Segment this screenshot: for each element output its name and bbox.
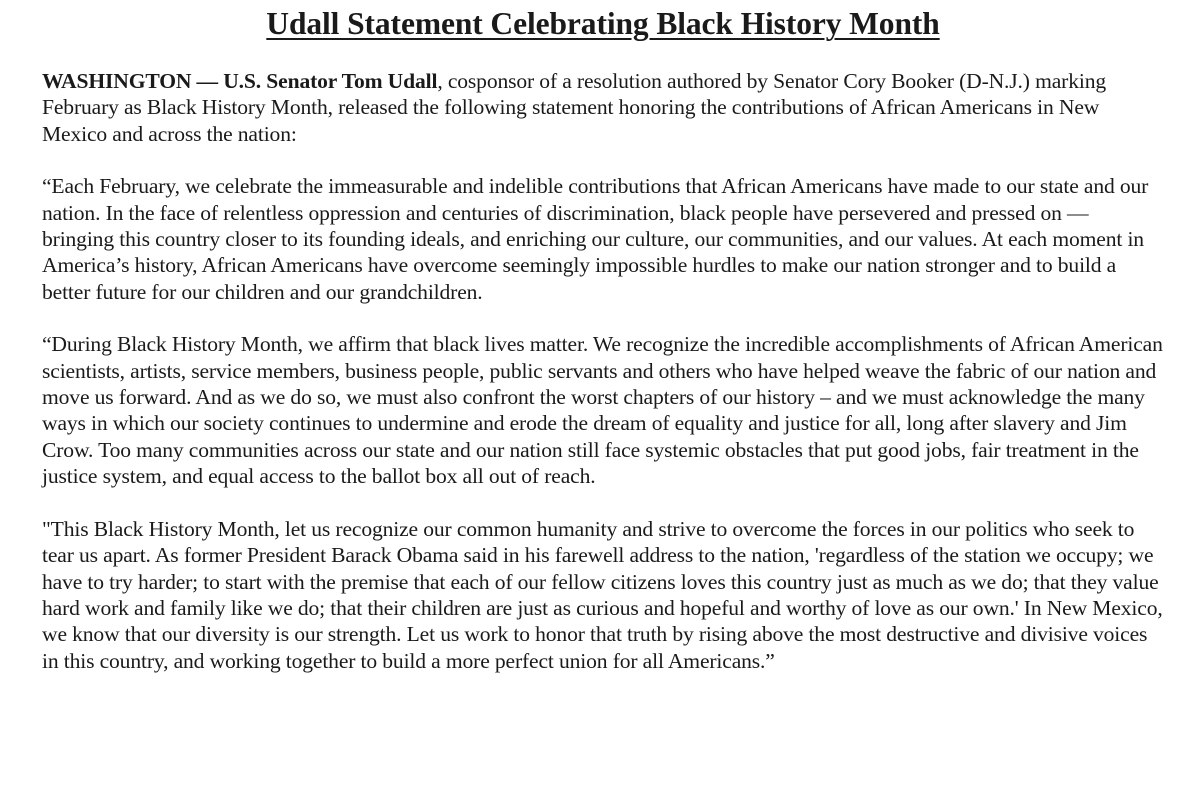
dateline: WASHINGTON — U.S. Senator Tom Udall — [42, 69, 438, 93]
document-title: Udall Statement Celebrating Black History Month — [266, 6, 940, 41]
quote-paragraph-2: “During Black History Month, we affirm that black lives matter. We recognize the incredible accomplishments of African American scientists, artists, service members, business people, public servants and others who have helped weave the fabric of our nation and move us forward. And as we do so, we must also confront the worst chapters of our history – and we must acknowledge the many ways in which our society continues to undermine and erode the dream of equality and justice for all, long after slavery and Jim Crow. Too many communities across our state and our nation still face systemic obstacles that put good jobs, fair treatment in the justice system, and equal access to the ballot box all out of reach. — [42, 332, 1163, 489]
quote-paragraph-3: "This Black History Month, let us recognize our common humanity and strive to overcome the forces in our politics who seek to tear us apart. As former President Barack Obama said in his farewell address to the nation, 'regardless of the station we occupy; we have to try harder; to start with the premise that each of our fellow citizens loves this country just as much as we do; that they value hard work and family like we do; that their children are just as curious and hopeful and worthy of love as our own.' In New Mexico, we know that our diversity is our strength. Let us work to honor that truth by rising above the most destructive and divisive voices in this country, and working together to build a more perfect union for all Americans.” — [42, 516, 1163, 673]
document-body — [42, 68, 1164, 674]
quote-paragraph-1: “Each February, we celebrate the immeasurable and indelible contributions that African Americans have made to our state and our nation. In the face of relentless oppression and centuries of discrimination, black people have persevered and pressed on — bringing this country closer to its founding ideals, and enriching our culture, our communities, and our values. At each moment in America’s history, African Americans have overcome seemingly impossible hurdles to make our nation stronger and to build a better future for our children and our grandchildren. — [42, 174, 1149, 304]
intro-paragraph — [42, 68, 1164, 147]
intro-text: , cosponsor of a resolution authored by Senator Cory Booker (D-N.J.) marking February as Black History Month, released the following statement honoring the contributions of African Americans in New Mexico and across the nation: — [42, 69, 1107, 146]
